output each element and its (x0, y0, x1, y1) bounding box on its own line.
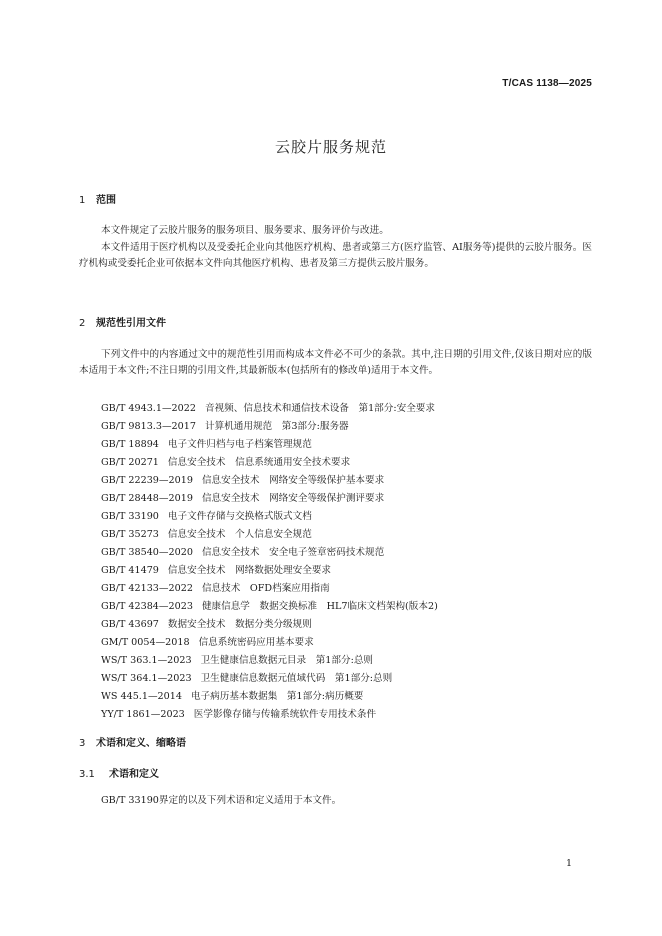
reference-code: GB/T 42133—2022 (101, 583, 193, 594)
reference-item (101, 472, 438, 490)
reference-title: 信息技术 OFD档案应用指南 (201, 583, 330, 594)
reference-code: GB/T 38540—2020 (101, 547, 193, 558)
reference-item (101, 634, 438, 652)
reference-code: WS/T 364.1—2023 (101, 673, 192, 684)
reference-item (101, 670, 438, 688)
reference-title: 医学影像存储与传输系统软件专用技术条件 (193, 709, 377, 720)
reference-title: 信息安全技术 网络数据处理安全要求 (167, 565, 332, 576)
section-title: 范围 (96, 195, 116, 206)
section-heading-terms (79, 734, 186, 749)
reference-item (101, 418, 438, 436)
reference-code: GB/T 35273 (101, 529, 159, 540)
reference-title: 卫生健康信息数据元目录 第1部分:总则 (200, 655, 374, 666)
reference-code: YY/T 1861—2023 (101, 709, 185, 720)
document-title: 云胶片服务规范 (274, 138, 387, 156)
reference-code: GB/T 28448—2019 (101, 493, 193, 504)
reference-item (101, 562, 438, 580)
reference-item (101, 454, 438, 472)
reference-code: GB/T 33190 (101, 511, 159, 522)
scope-paragraph-1: 本文件规定了云胶片服务的服务项目、服务要求、服务评价与改进。 (101, 225, 389, 236)
reference-title: 信息系统密码应用基本要求 (198, 637, 314, 648)
section-number: 3 (79, 738, 86, 749)
reference-code: GM/T 0054—2018 (101, 637, 190, 648)
reference-code: GB/T 18894 (101, 439, 159, 450)
reference-item (101, 598, 438, 616)
reference-code: GB/T 9813.3—2017 (101, 421, 196, 432)
reference-title: 信息安全技术 个人信息安全规范 (167, 529, 312, 540)
reference-item (101, 616, 438, 634)
page-number: 1 (565, 858, 572, 869)
reference-item (101, 436, 438, 454)
section-heading-scope (79, 191, 116, 206)
reference-code: WS 445.1—2014 (101, 691, 182, 702)
reference-code: GB/T 4943.1—2022 (101, 403, 196, 414)
section-heading-references (79, 314, 166, 329)
reference-code: GB/T 22239—2019 (101, 475, 193, 486)
reference-code: GB/T 42384—2023 (101, 601, 193, 612)
reference-item (101, 580, 438, 598)
reference-title: 信息安全技术 安全电子签章密码技术规范 (201, 547, 385, 558)
reference-code: GB/T 20271 (101, 457, 159, 468)
subsection-number: 3.1 (79, 769, 95, 780)
section-title: 规范性引用文件 (96, 318, 166, 329)
reference-item (101, 490, 438, 508)
subsection-heading-terms (79, 765, 159, 780)
terms-paragraph: GB/T 33190界定的以及下列术语和定义适用于本文件。 (101, 795, 342, 806)
reference-item (101, 688, 438, 706)
standard-code: T/CAS 1138—2025 (502, 78, 592, 89)
section-number: 2 (79, 318, 86, 329)
reference-item (101, 508, 438, 526)
reference-item (101, 526, 438, 544)
scope-paragraph-2: 本文件适用于医疗机构以及受委托企业向其他医疗机构、患者或第三方(医疗监管、AI服务等)提供的云胶片服务。医疗机构或受委托企业可依据本文件向其他医疗机构、患者及第三方提供云胶片服务。 (79, 242, 592, 269)
reference-title: 计算机通用规范 第3部分:服务器 (204, 421, 349, 432)
reference-code: WS/T 363.1—2023 (101, 655, 192, 666)
section-number: 1 (79, 195, 86, 206)
reference-title: 电子文件归档与电子档案管理规范 (167, 439, 312, 450)
reference-item (101, 400, 438, 418)
reference-title: 卫生健康信息数据元值域代码 第1部分:总则 (200, 673, 393, 684)
reference-title: 电子病历基本数据集 第1部分:病历概要 (190, 691, 364, 702)
references-intro: 下列文件中的内容通过文中的规范性引用而构成本文件必不可少的条款。其中,注日期的引用文件,仅该日期对应的版本适用于本文件;不注日期的引用文件,其最新版本(包括所有的修改单)适用于本文件。 (79, 349, 592, 376)
reference-item (101, 706, 438, 724)
reference-item (101, 544, 438, 562)
reference-list (101, 400, 438, 724)
reference-title: 健康信息学 数据交换标准 HL7临床文档架构(版本2) (201, 601, 438, 612)
reference-title: 信息安全技术 网络安全等级保护测评要求 (201, 493, 385, 504)
reference-code: GB/T 41479 (101, 565, 159, 576)
reference-title: 数据安全技术 数据分类分级规则 (167, 619, 312, 630)
reference-title: 信息安全技术 信息系统通用安全技术要求 (167, 457, 351, 468)
reference-code: GB/T 43697 (101, 619, 159, 630)
reference-item (101, 652, 438, 670)
reference-title: 信息安全技术 网络安全等级保护基本要求 (201, 475, 385, 486)
reference-title: 电子文件存储与交换格式版式文档 (167, 511, 312, 522)
section-title: 术语和定义、缩略语 (96, 738, 186, 749)
subsection-title: 术语和定义 (109, 769, 159, 780)
reference-title: 音视频、信息技术和通信技术设备 第1部分:安全要求 (204, 403, 435, 414)
